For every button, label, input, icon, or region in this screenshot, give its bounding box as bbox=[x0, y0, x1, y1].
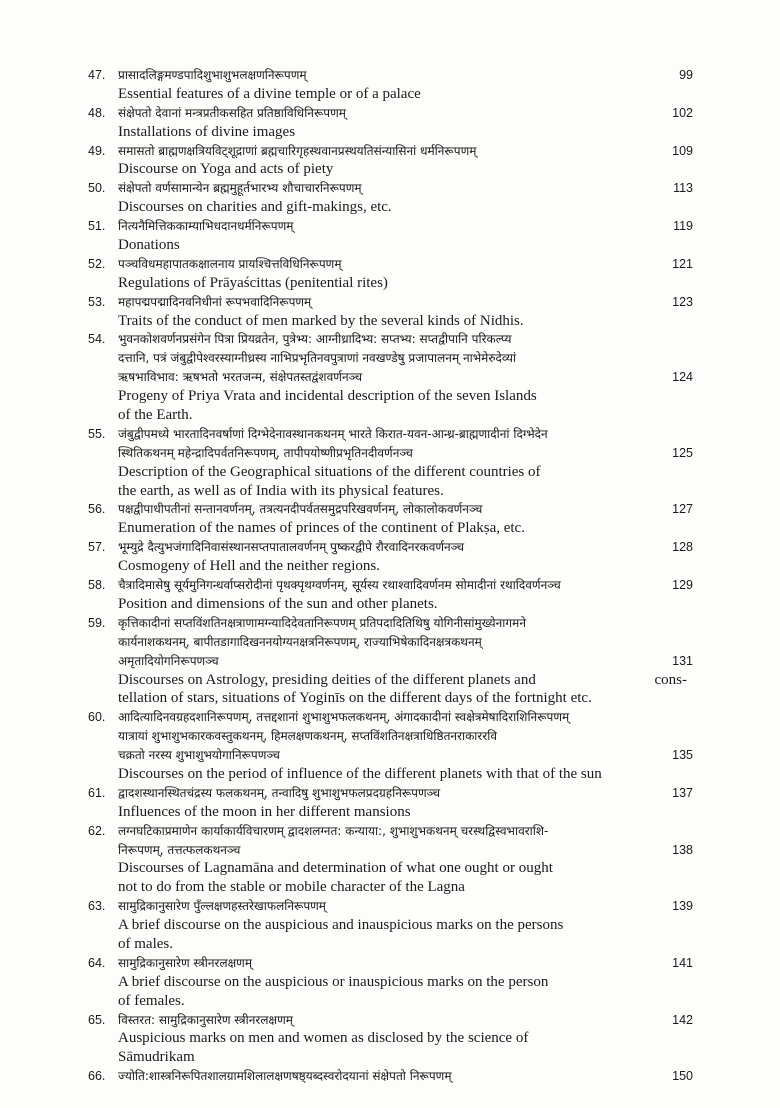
english-title: the earth, as well as of India with its physical features. bbox=[118, 482, 444, 499]
sanskrit-title: ऋषभाविभाव: ऋषभतो भरतजन्म, संक्षेपतस्तद्वंशवर्णनञ्च bbox=[118, 370, 363, 385]
english-title: Discourse on Yoga and acts of piety bbox=[118, 161, 334, 178]
english-title: of males. bbox=[118, 935, 173, 952]
english-line bbox=[88, 859, 693, 878]
sanskrit-title: भूम्युद्रे दैत्युभजंगादिनिवासंस्थानसप्तपातालवर्णनम् पुष्करद्वीपे रौरवादिनरकवर्णनञ्च bbox=[118, 540, 465, 555]
english-title: Discourses on the period of influence of the different planets with that of the sun bbox=[118, 765, 602, 782]
toc-entry bbox=[88, 1011, 693, 1068]
english-title: of females. bbox=[118, 992, 185, 1009]
toc-entry bbox=[88, 500, 693, 538]
entry-number: 56. bbox=[88, 502, 106, 517]
sanskrit-title: स्थितिकथनम् महेन्द्रादिपर्वतनिरूपणम्, तापीपयोष्णीप्रभृतिनदीवर्णनञ्च bbox=[118, 445, 413, 460]
sanskrit-line bbox=[88, 425, 693, 444]
english-line bbox=[88, 689, 693, 708]
toc-entry bbox=[88, 708, 693, 784]
toc-entry bbox=[88, 255, 693, 293]
entry-number: 48. bbox=[88, 105, 106, 120]
english-title: Influences of the moon in her different mansions bbox=[118, 803, 411, 820]
english-title: Discourses on charities and gift-makings, etc. bbox=[118, 199, 392, 216]
sanskrit-line bbox=[88, 822, 693, 841]
english-line bbox=[88, 1048, 693, 1067]
sanskrit-line bbox=[88, 746, 693, 765]
sanskrit-line bbox=[88, 784, 693, 803]
english-title: tellation of stars, situations of Yoginīs on the different days of the fortnight etc. bbox=[118, 690, 592, 707]
toc-entry bbox=[88, 538, 693, 576]
english-title: Progeny of Priya Vrata and incidental description of the seven Islands bbox=[118, 388, 537, 405]
entry-number: 60. bbox=[88, 710, 106, 725]
sanskrit-title: द्वादशस्थानस्थितचंद्रस्य फलकथनम्, तन्वादिषु शुभाशुभफलप्रदग्रहनिरूपणञ्च bbox=[118, 785, 441, 800]
page-number: 128 bbox=[672, 540, 693, 555]
english-line bbox=[88, 519, 693, 538]
page-number: 99 bbox=[679, 68, 693, 82]
english-line bbox=[88, 992, 693, 1011]
entry-number: 65. bbox=[88, 1012, 106, 1027]
english-title: Description of the Geographical situations of the different countries of bbox=[118, 463, 541, 480]
sanskrit-line bbox=[88, 349, 693, 368]
sanskrit-line bbox=[88, 538, 693, 557]
entry-number: 62. bbox=[88, 823, 106, 838]
hyphenated-fragment: cons- bbox=[654, 671, 687, 688]
sanskrit-line bbox=[88, 330, 693, 349]
english-line bbox=[88, 878, 693, 897]
toc-entry bbox=[88, 142, 693, 180]
entry-number: 47. bbox=[88, 68, 106, 82]
sanskrit-line bbox=[88, 1011, 693, 1030]
sanskrit-title: समासतो ब्राह्मणक्षत्रियविट्शूद्राणां ब्रह्मचारिगृहस्थवानप्रस्थयतिसंन्यासिनां धर्मनिरूपणम् bbox=[118, 143, 477, 158]
sanskrit-title: विस्तरत: सामुद्रिकानुसारेण स्त्रीनरलक्षणम् bbox=[118, 1012, 293, 1027]
sanskrit-title: जंबुद्वीपमध्ये भारतादिनवर्षाणां दिग्भेदेनावस्थानकथनम् भारते किरात-यवन-आन्ध्र-ब्राह्मणादीनां दिग्भेदेन bbox=[118, 426, 548, 441]
entry-number: 63. bbox=[88, 899, 106, 914]
sanskrit-title: सामुद्रिकानुसारेण स्त्रीनरलक्षणम् bbox=[118, 955, 253, 970]
page-number: 142 bbox=[672, 1012, 693, 1027]
page-number: 135 bbox=[672, 748, 693, 763]
english-line bbox=[88, 387, 693, 406]
english-line bbox=[88, 482, 693, 501]
english-title: Position and dimensions of the sun and other planets. bbox=[118, 595, 438, 612]
english-line bbox=[88, 935, 693, 954]
toc-entry bbox=[88, 104, 693, 142]
english-title: Installations of divine images bbox=[118, 123, 296, 140]
toc-entry bbox=[88, 1067, 693, 1086]
page-number: 131 bbox=[672, 653, 693, 668]
english-line bbox=[88, 406, 693, 425]
sanskrit-line bbox=[88, 633, 693, 652]
toc-entry bbox=[88, 330, 693, 424]
english-line bbox=[88, 671, 693, 690]
sanskrit-line bbox=[88, 841, 693, 860]
entry-number: 59. bbox=[88, 615, 106, 630]
english-line bbox=[88, 236, 693, 255]
english-line bbox=[88, 803, 693, 822]
english-line bbox=[88, 916, 693, 935]
english-title: A brief discourse on the auspicious or inauspicious marks on the person bbox=[118, 973, 549, 990]
entry-number: 66. bbox=[88, 1069, 106, 1084]
sanskrit-line bbox=[88, 708, 693, 727]
page-number: 125 bbox=[672, 445, 693, 460]
sanskrit-line bbox=[88, 179, 693, 198]
page-number: 139 bbox=[672, 899, 693, 914]
sanskrit-line bbox=[88, 576, 693, 595]
toc-entry bbox=[88, 217, 693, 255]
toc-entry bbox=[88, 179, 693, 217]
sanskrit-line bbox=[88, 727, 693, 746]
english-line bbox=[88, 595, 693, 614]
english-title: Sāmudrikam bbox=[118, 1049, 195, 1066]
page-number: 109 bbox=[672, 143, 693, 158]
sanskrit-title: सामुद्रिकानुसारेण पुँल्लक्षणहस्तरेखाफलनिरूपणम् bbox=[118, 899, 326, 914]
page-number: 113 bbox=[673, 181, 693, 196]
english-line bbox=[88, 557, 693, 576]
sanskrit-title: चक्रतो नरस्य शुभाशुभयोगानिरूपणञ्च bbox=[118, 748, 280, 763]
sanskrit-title: कृत्तिकादीनां सप्तविंशतिनक्षत्राणामग्न्यादिदेवतानिरूपणम् प्रतिपदादितिथिषु योगिनीसांमुख्येनागमने bbox=[118, 615, 526, 630]
entry-number: 61. bbox=[88, 785, 106, 800]
sanskrit-title: आदित्यादिनवग्रहदशानिरूपणम्, तत्तद्दशानां शुभाशुभफलकथनम्, अंगादकादीनां स्वक्षेत्रमेषादिराशिनिरूपणम् bbox=[118, 710, 570, 725]
entry-number: 49. bbox=[88, 143, 106, 158]
sanskrit-line bbox=[88, 614, 693, 633]
sanskrit-line bbox=[88, 897, 693, 916]
entry-number: 64. bbox=[88, 955, 106, 970]
english-line bbox=[88, 312, 693, 331]
page-number: 121 bbox=[672, 256, 693, 271]
sanskrit-line bbox=[88, 293, 693, 312]
sanskrit-title: पञ्चविधमहापातकक्षालनाय प्रायश्चित्तविधिनिरूपणम् bbox=[118, 256, 342, 271]
toc-entry bbox=[88, 897, 693, 954]
page-number: 141 bbox=[672, 955, 693, 970]
entry-number: 55. bbox=[88, 426, 106, 441]
english-line bbox=[88, 85, 693, 104]
sanskrit-line bbox=[88, 104, 693, 123]
sanskrit-title: नित्यनैमित्तिककाम्याभिधदानधर्मनिरूपणम् bbox=[118, 219, 294, 234]
sanskrit-line bbox=[88, 368, 693, 387]
sanskrit-title: अमृतादियोगनिरूपणञ्च bbox=[118, 653, 219, 668]
entry-number: 50. bbox=[88, 181, 106, 196]
english-line bbox=[88, 765, 693, 784]
sanskrit-title: पक्षद्वीपाधीपतीनां सन्तानवर्णनम्, तत्रत्यनदीपर्वतसमुद्रपरिखवर्णनम्, लोकालोकवर्णनञ्च bbox=[118, 502, 483, 517]
page-number: 123 bbox=[672, 294, 693, 309]
table-of-contents bbox=[88, 66, 693, 1086]
sanskrit-title: लग्नघटिकाप्रमाणेन कार्याकार्यविचारणम् द्वादशलग्नत: कन्याया:, शुभाशुभकथनम् चरस्थद्विस्वभावराशि- bbox=[118, 823, 549, 838]
sanskrit-line bbox=[88, 255, 693, 274]
toc-entry bbox=[88, 66, 693, 104]
toc-entry bbox=[88, 822, 693, 898]
page-number: 137 bbox=[672, 785, 693, 800]
english-title: Essential features of a divine temple or of a palace bbox=[118, 85, 421, 102]
sanskrit-title: यात्रायां शुभाशुभकारकवस्तुकथनम्, हिमलक्षणकथनम्, सप्तविंशतिनक्षत्राधिष्ठितनराकाररवि bbox=[118, 729, 498, 744]
toc-entry bbox=[88, 293, 693, 331]
entry-number: 58. bbox=[88, 578, 106, 593]
english-line bbox=[88, 198, 693, 217]
page-number: 119 bbox=[673, 219, 693, 234]
sanskrit-line bbox=[88, 652, 693, 671]
toc-entry bbox=[88, 954, 693, 1011]
english-line bbox=[88, 274, 693, 293]
english-line bbox=[88, 1029, 693, 1048]
english-line bbox=[88, 160, 693, 179]
english-title: Discourses of Lagnamāna and determination of what one ought or ought bbox=[118, 860, 553, 877]
page-number: 129 bbox=[672, 578, 693, 593]
english-title: Traits of the conduct of men marked by the several kinds of Nidhis. bbox=[118, 312, 524, 329]
english-title: Enumeration of the names of princes of the continent of Plakṣa, etc. bbox=[118, 520, 525, 537]
english-line bbox=[88, 463, 693, 482]
english-title: Discourses on Astrology, presiding deities of the different planets and bbox=[118, 671, 536, 688]
sanskrit-title: कार्यनाशकथनम्, बापीतडागादिखननयोग्यनक्षत्रनिरूपणम्, राज्याभिषेकादिनक्षत्रकथनम् bbox=[118, 634, 482, 649]
english-line bbox=[88, 123, 693, 142]
sanskrit-title: संक्षेपतो देवानां मन्त्रप्रतीकसहित प्रतिष्ठाविधिनिरूपणम् bbox=[118, 105, 346, 120]
toc-entry bbox=[88, 576, 693, 614]
sanskrit-title: भुवनकोशवर्णनप्रसंगेन पित्रा प्रियव्रतेन, पुत्रेभ्य: आग्नीध्रादिभ्य: सप्तभ्य: सप्तद्वीपानि परिकल्प्य bbox=[118, 332, 512, 347]
page-number: 138 bbox=[672, 842, 693, 857]
sanskrit-title: ज्योति:शास्त्रनिरूपितशालग्रामशिलालक्षणषष्ठ्यब्दस्वरोदयानां संक्षेपतो निरूपणम् bbox=[118, 1069, 452, 1084]
toc-entry bbox=[88, 784, 693, 822]
sanskrit-title: दत्तानि, पत्रं जंबुद्वीपेश्वरस्याग्नीध्रस्य नाभिप्रभृतिनवपुत्राणां नवखण्डेषु प्रजापालनम् नाभेमेरुदेव्यां bbox=[118, 351, 517, 366]
page-number: 124 bbox=[672, 370, 693, 385]
sanskrit-title: चैत्रादिमासेषु सूर्यमुनिगन्धर्वाप्सरोदीनां पृथक्पृथग्वर्णनम्, सूर्यस्य रथाश्वादिवर्णनम सोमादीनां रथादिवर्णनञ्च bbox=[118, 578, 561, 593]
english-title: of the Earth. bbox=[118, 407, 193, 424]
sanskrit-line bbox=[88, 500, 693, 519]
sanskrit-line bbox=[88, 142, 693, 161]
page-number: 127 bbox=[672, 502, 693, 517]
entry-number: 51. bbox=[88, 219, 106, 234]
sanskrit-line bbox=[88, 66, 693, 85]
english-title: A brief discourse on the auspicious and inauspicious marks on the persons bbox=[118, 917, 564, 934]
sanskrit-title: संक्षेपतो वर्णसामान्येन ब्रह्ममुहूर्तभारभ्य शौचाचारनिरूपणम् bbox=[118, 181, 362, 196]
english-title: Regulations of Prāyaścittas (penitential rites) bbox=[118, 274, 388, 291]
english-title: Cosmogeny of Hell and the neither regions. bbox=[118, 558, 381, 575]
page-number: 150 bbox=[672, 1069, 693, 1084]
entry-number: 57. bbox=[88, 540, 106, 555]
page-number: 102 bbox=[672, 105, 693, 120]
entry-number: 53. bbox=[88, 294, 106, 309]
english-title: Donations bbox=[118, 237, 180, 254]
entry-number: 54. bbox=[88, 332, 106, 347]
sanskrit-title: निरूपणम्, तत्तत्फलकथनञ्च bbox=[118, 842, 241, 857]
sanskrit-line bbox=[88, 1067, 693, 1086]
english-line bbox=[88, 973, 693, 992]
sanskrit-title: प्रासादलिङ्गमण्डपादिशुभाशुभलक्षणनिरूपणम् bbox=[118, 68, 307, 82]
toc-entry bbox=[88, 614, 693, 708]
entry-number: 52. bbox=[88, 256, 106, 271]
sanskrit-title: महापद्मपद्मादिनवनिधीनां रूपभवादिनिरूपणम् bbox=[118, 294, 312, 309]
toc-entry bbox=[88, 425, 693, 501]
sanskrit-line bbox=[88, 217, 693, 236]
sanskrit-line bbox=[88, 954, 693, 973]
english-title: Auspicious marks on men and women as disclosed by the science of bbox=[118, 1030, 529, 1047]
sanskrit-line bbox=[88, 444, 693, 463]
english-title: not to do from the stable or mobile character of the Lagna bbox=[118, 879, 465, 896]
